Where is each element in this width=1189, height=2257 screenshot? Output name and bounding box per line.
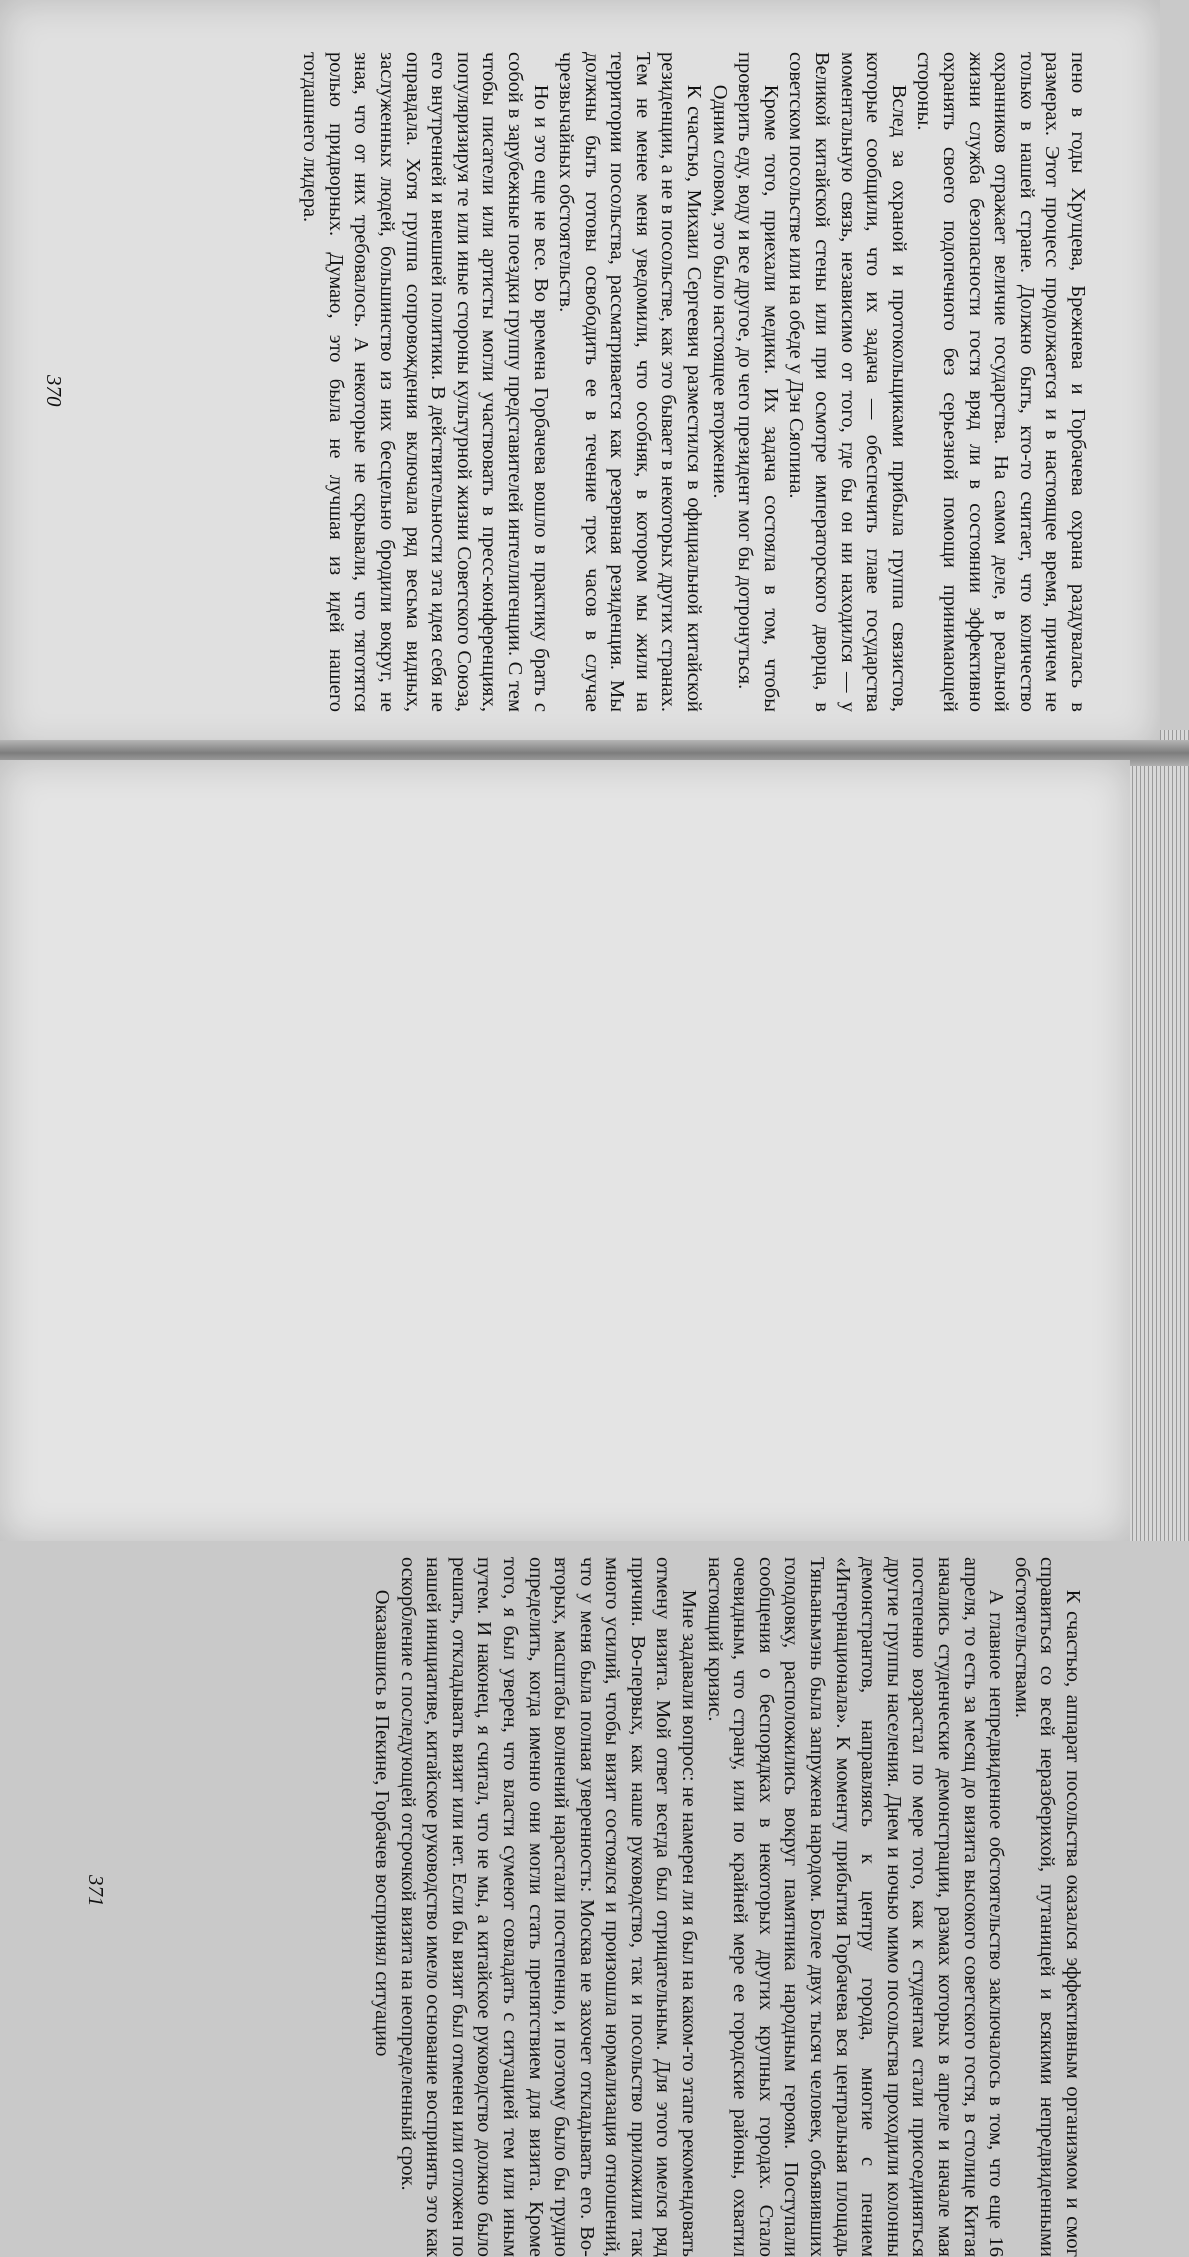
paragraph: пено в годы Хрущева, Брежнева и Горбачева охрана раздувалась в размерах. Этот процесс продолжается и в настоящее время, причем не только в нашей стране. Должно быть, кто-то считает, что количество охранников отражает величие государства. На самом деле, в реальной жизни служба безопасности гостя вряд ли в состоянии эффективно охранять своего подопечного без серьезной помощи принимающей стороны.	[913, 52, 1089, 712]
page-370	[0, 0, 1160, 752]
paragraph: Оказавшись в Пекине, Горбачев воспринял ситуацию	[370, 1589, 393, 2057]
page-371	[0, 760, 1130, 2257]
book-page-edges	[1129, 730, 1189, 1541]
paragraph: Одним словом, это было настоящее вторжение.	[708, 84, 731, 499]
page-number: 370	[42, 375, 66, 407]
page-number: 371	[84, 1875, 108, 1907]
paragraph: А главное непредвиденное обстоятельство заключалось в том, что еще 16 апреля, то есть за месяц до визита высокого советского гостя, в столице Китая начались студенческие демонстрации, размах которых в апреле и начале мая постепенно возрастал по мере того, как к студентам стали присоединяться другие группы населения. Днем и ночью мимо посольства проходили колонны демонстрантов, направляясь к центру города, многие с пением «Интернационала». К моменту прибытия Горбачева вся центральная площадь Тяньаньмэнь была запружена народом. Более двух тысяч человек, объявивших голодовку, расположились вокруг памятника народным героям. Поступали сообщения о беспорядках в некоторых других крупных городах. Стало очевидным, что страну, или по крайней мере ее городские районы, охватил настоящий кризис.	[703, 1557, 1008, 2257]
paragraph: К счастью, Михаил Сергеевич разместился в официальной китайской резиденции, а не в посольстве, как это бывает в некоторых других странах. Тем не менее меня уведомили, что особняк, в котором мы жили на территории посольства, рассматривается как резервная резиденция. Мы должны быть готовы освободить ее в течение трех часов в случае чрезвычайных обстоятельств.	[555, 52, 706, 712]
page-370-text	[297, 52, 1090, 712]
page-371-text	[368, 1557, 1085, 2257]
paragraph: Мне задавали вопрос: не намерен ли я был на каком-то этапе рекомендовать отмену визита. Мой ответ всегда был отрицательным. Для этого имелся ряд причин. Во-первых, как наше руководство, так и посольство приложили так много усилий, чтобы визит состоялся и произошла нормализация отношений, что у меня была полная уверенность: Москва не захочет откладывать его. Во-вторых, масштабы волнений нарастали постепенно, и поэтому было бы трудно определить, когда именно они могли стать препятствием для визита. Кроме того, я был уверен, что власти сумеют совладать с ситуацией тем или иным путем. И наконец, я считал, что не мы, а китайское руководство должно было решать, откладывать визит или нет. Если бы визит был отменен или отложен по нашей инициативе, китайское руководство имело основание воспринять это как оскорбление с последующей отсрочкой визита на неопределенный срок.	[396, 1557, 701, 2257]
paragraph: К счастью, аппарат посольства оказался эффективным организмом и смог справиться со всей неразберихой, путаницей и всякими непредвиденными обстоятельствами.	[1010, 1557, 1084, 2257]
paragraph: Кроме того, приехали медики. Их задача состояла в том, чтобы проверить еду, воду и все другое, до чего президент мог бы дотронуться.	[734, 52, 782, 712]
paragraph: Вслед за охраной и протокольщиками прибыла группа связистов, которые сообщили, что их задача — обеспечить главе государства моментальную связь, независимо от того, где бы он ни находился — у Великой китайской стены или при осмотре императорского дворца, в советском посольстве или на обеде у Дэн Сяопина.	[785, 52, 910, 712]
paragraph: Но и это еще не все. Во времена Горбачева вошло в практику брать с собой в зарубежные поездки группу представителей интеллигенции. С тем чтобы писатели или артисты могли участвовать в пресс-конференциях, популяризируя те или иные стороны культурной жизни Советского Союза, его внутренней и внешней политики. В действительности эта идея себя не оправдала. Хотя группа сопровождения включала ряд весьма видных, заслуженных людей, большинство из них бесцельно бродили вокруг, не зная, что от них требовалось. А некоторые не скрывали, что тяготятся ролью придворных. Думаю, это была не лучшая из идей нашего тогдашнего лидера.	[299, 52, 552, 712]
